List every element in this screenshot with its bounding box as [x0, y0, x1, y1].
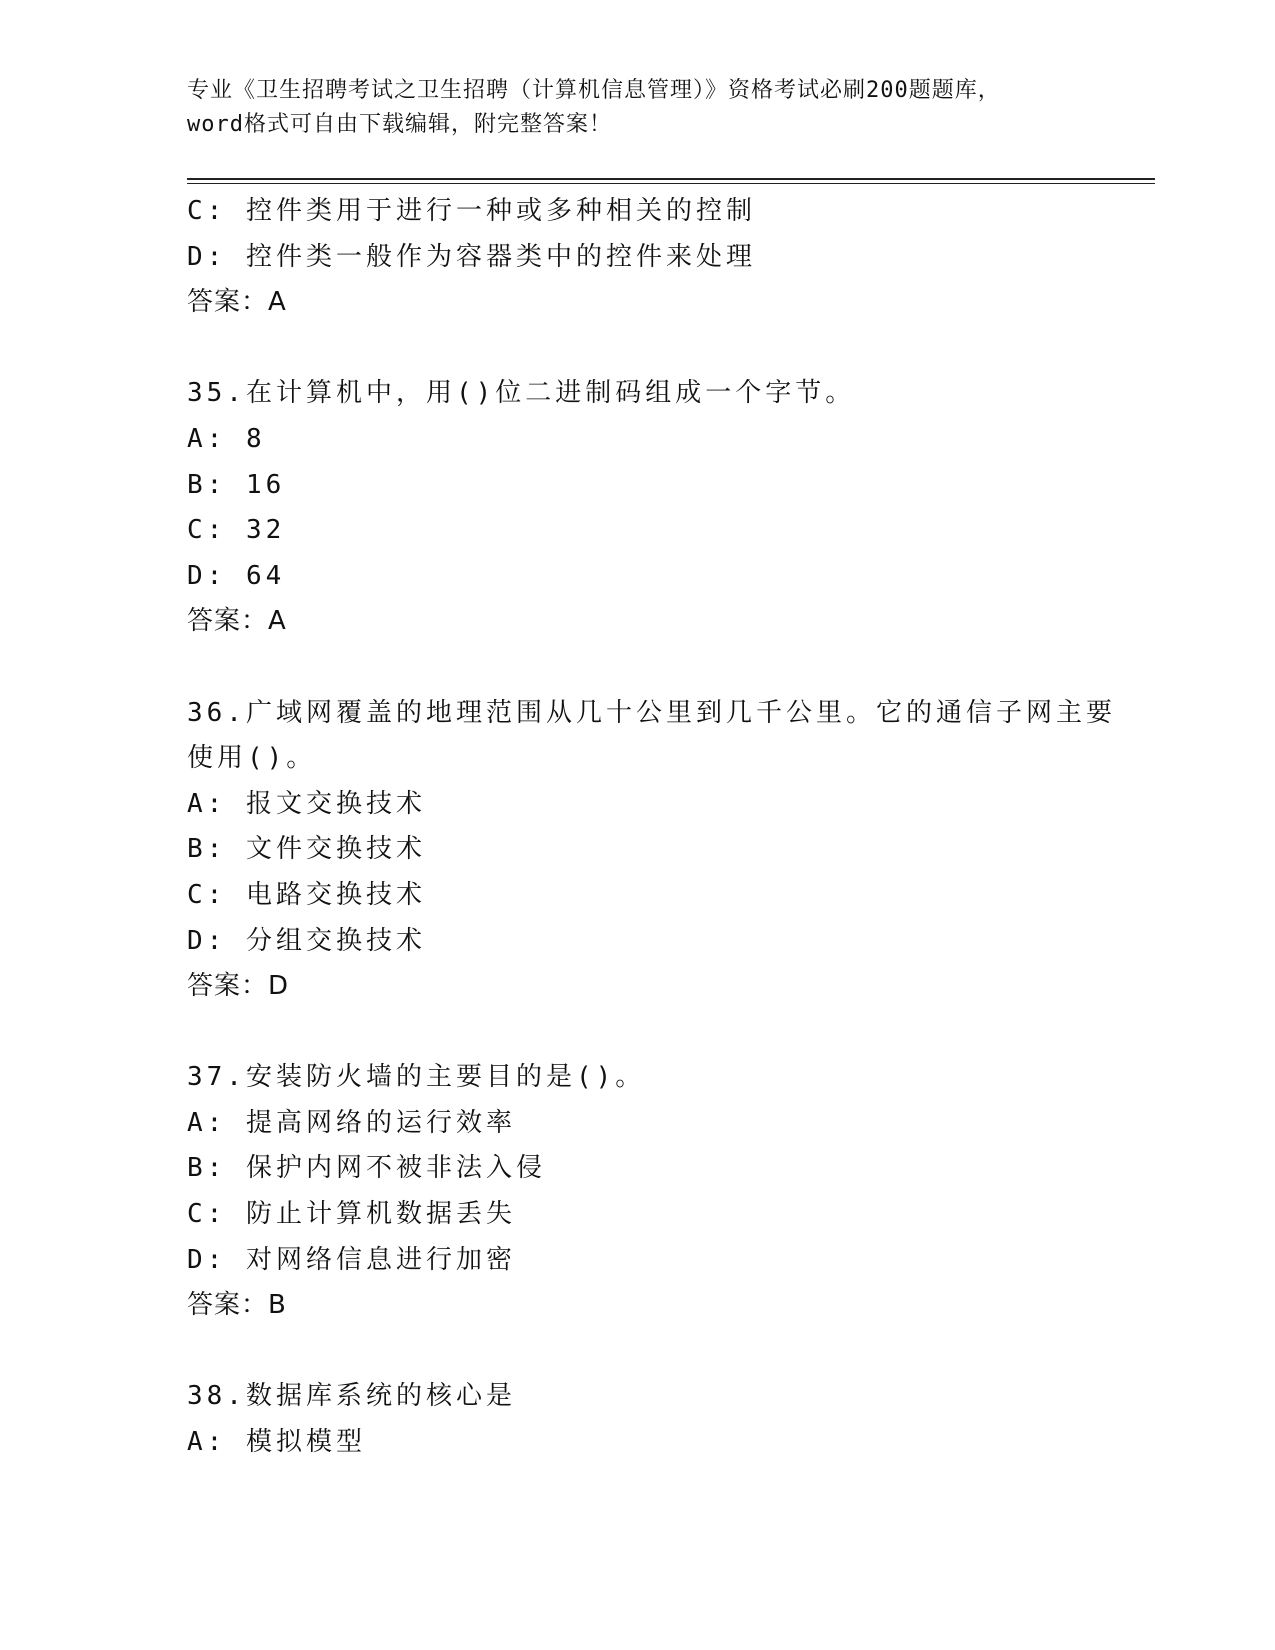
header-divider-thick [187, 178, 1155, 180]
question-38-stem: 38.数据库系统的核心是 [187, 1381, 516, 1412]
question-36-answer: 答案：D [187, 971, 290, 1002]
question-35-stem: 35.在计算机中，用()位二进制码组成一个字节。 [187, 378, 856, 409]
question-36-option-a: A: 报文交换技术 [187, 788, 426, 819]
header-divider-thin [187, 183, 1155, 184]
question-37-option-a: A: 提高网络的运行效率 [187, 1107, 516, 1138]
document-header [187, 74, 1087, 142]
question-35-option-b: B: 16 [187, 469, 286, 500]
question-36-option-d: D: 分组交换技术 [187, 925, 426, 956]
question-37-answer: 答案：B [187, 1290, 287, 1321]
header-title-line-2: word格式可自由下载编辑，附完整答案！ [187, 112, 612, 137]
header-title-line-1: 专业《卫生招聘考试之卫生招聘（计算机信息管理）》资格考试必刷200题题库， [187, 78, 1001, 103]
question-35-option-c: C: 32 [187, 515, 286, 546]
question-spacer [187, 1329, 1087, 1375]
prev-question-option-d: D: 控件类一般作为容器类中的控件来处理 [187, 241, 756, 272]
question-35-option-a: A: 8 [187, 423, 266, 454]
question-38-option-a: A: 模拟模型 [187, 1427, 366, 1458]
question-37-option-c: C: 防止计算机数据丢失 [187, 1199, 516, 1230]
prev-question-answer: 答案：A [187, 287, 287, 318]
question-spacer [187, 326, 1087, 372]
question-37-stem: 37.安装防火墙的主要目的是()。 [187, 1062, 646, 1093]
question-37-option-d: D: 对网络信息进行加密 [187, 1244, 516, 1275]
question-36-stem-line-1: 36.广域网覆盖的地理范围从几十公里到几千公里。它的通信子网主要 [187, 697, 1116, 728]
question-35-option-d: D: 64 [187, 560, 286, 591]
question-spacer [187, 1010, 1087, 1056]
question-35-answer: 答案：A [187, 606, 287, 637]
question-list [187, 189, 1116, 1466]
question-37-option-b: B: 保护内网不被非法入侵 [187, 1153, 546, 1184]
question-36-stem-line-2: 使用()。 [187, 743, 317, 774]
question-36-option-c: C: 电路交换技术 [187, 879, 426, 910]
question-36-option-b: B: 文件交换技术 [187, 834, 426, 865]
prev-question-option-c: C: 控件类用于进行一种或多种相关的控制 [187, 196, 756, 226]
question-spacer [187, 645, 1087, 691]
